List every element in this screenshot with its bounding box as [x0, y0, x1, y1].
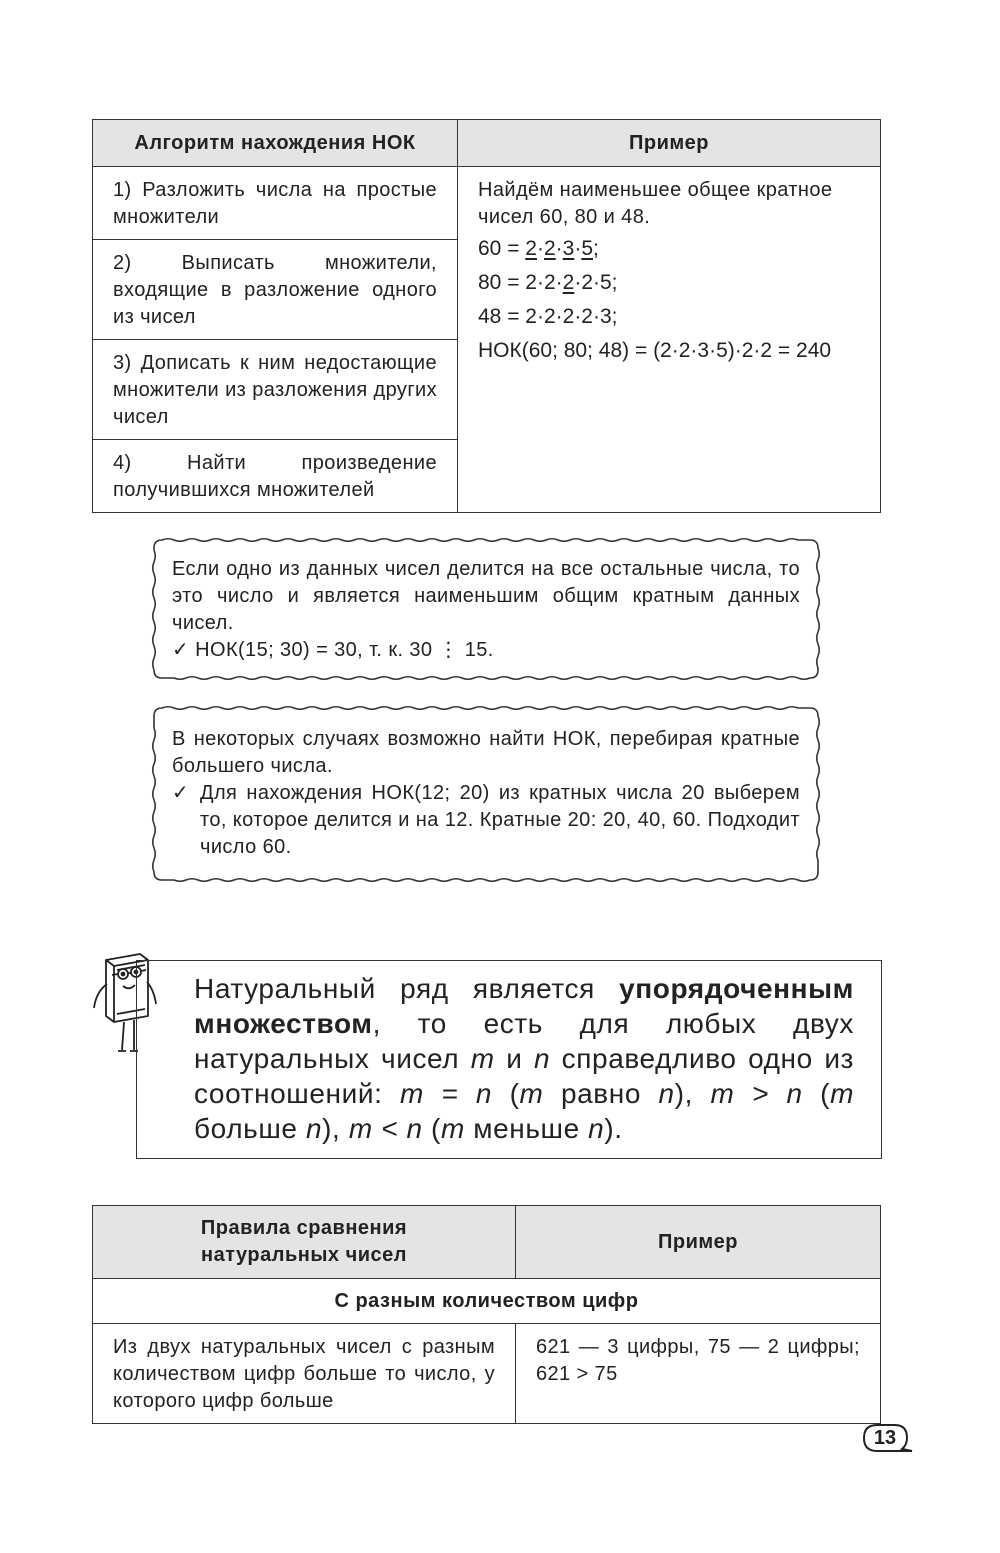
equation-80: 80 = 2·2·2·2·5; [478, 271, 618, 294]
rule-cell: Из двух натуральных чисел с разным количеством цифр больше то число, у которого цифр больше [93, 1324, 516, 1424]
header-rules: Правила сравнения натуральных чисел [93, 1206, 516, 1279]
check-icon: ✓ [172, 782, 190, 804]
equation-60: 60 = 2·2·3·5; [478, 237, 599, 260]
note2-example: Для нахождения НОК(12; 20) из кратных числа 20 выберем то, которое делится и на 12. Кратные 20: 20, 40, 60. Подходит число 60. [200, 782, 800, 858]
fact-box-ordered-set [136, 960, 882, 1159]
step-4: 4) Найти произведение получившихся множителей [93, 440, 458, 513]
note2-text: В некоторых случаях возможно найти НОК, перебирая кратные большего числа. [172, 728, 800, 777]
equation-nok: НОК(60; 80; 48) = (2·2·3·5)·2·2 = 240 [478, 339, 832, 362]
note-box-multiples [150, 704, 822, 884]
example-intro: Найдём наименьшее общее кратное чисел 60, 80 и 48. [478, 179, 833, 228]
fact-text: Натуральный ряд является упорядоченным множеством, то есть для любых двух натуральных чисел m и n справедливо одно из соотношений: m = n (m равно n), m > n (m больше n), m < n (m меньше n). [194, 973, 854, 1144]
section-different-digit-count: С разным количеством цифр [93, 1279, 881, 1324]
nok-algorithm-table [92, 119, 881, 513]
note1-text: Если одно из данных чисел делится на все остальные числа, то это число и является наименьшим общим кратным данных чисел. [172, 558, 800, 634]
header-algorithm: Алгоритм нахождения НОК [93, 120, 458, 167]
step-2: 2) Выписать множители, входящие в разложение одного из чисел [93, 240, 458, 340]
check-icon: ✓ [172, 639, 190, 661]
note-box-divisible [150, 536, 822, 682]
example-cell [458, 167, 881, 513]
equation-48: 48 = 2·2·2·2·3; [478, 305, 618, 328]
comparison-rules-table [92, 1205, 881, 1424]
step-1: 1) Разложить числа на простые множители [93, 167, 458, 240]
page-number: 13 [873, 1427, 897, 1449]
step-3: 3) Дописать к ним недостающие множители из разложения других чисел [93, 340, 458, 440]
header-example: Пример [458, 120, 881, 167]
page-number-badge [862, 1423, 914, 1453]
note1-example: НОК(15; 30) = 30, т. к. 30 ⋮ 15. [195, 639, 494, 661]
rule-example-cell: 621 — 3 цифры, 75 — 2 цифры; 621 > 75 [516, 1324, 881, 1424]
header-example: Пример [516, 1206, 881, 1279]
